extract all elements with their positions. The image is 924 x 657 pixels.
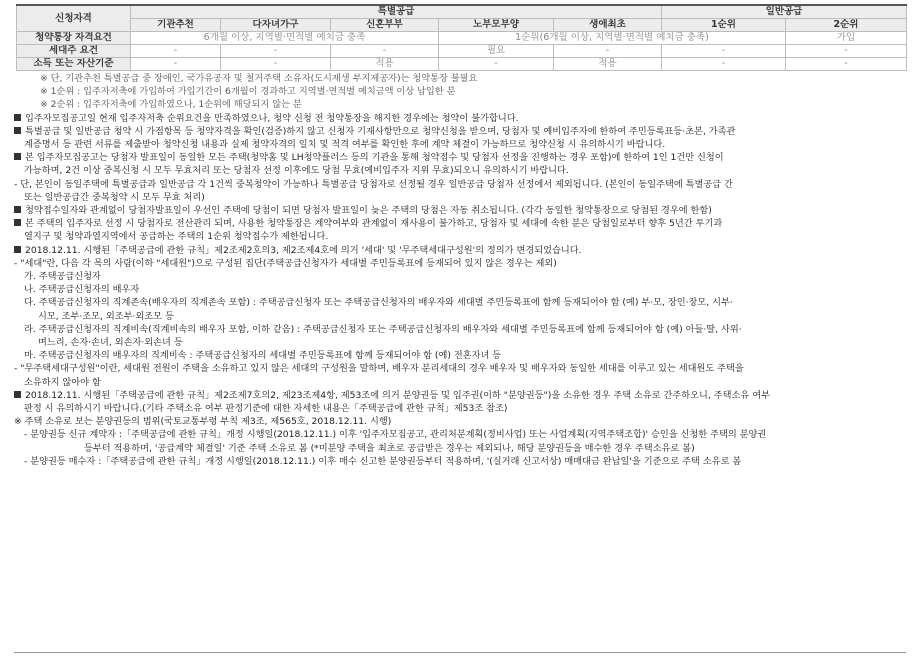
col-first-time: 생애최초 — [554, 19, 662, 32]
table-cell: - — [786, 58, 907, 71]
square-bullet-icon — [14, 206, 21, 213]
note-line: 소유하지 않아야 함 — [24, 376, 101, 388]
header-qualification: 신청자격 — [17, 5, 131, 32]
note-line: 열지구 및 청약과열지역에서 공급하는 주택의 1순위 청약접수가 제한됩니다. — [24, 231, 329, 243]
bullet-text: 입주자모집공고일 현재 입주자저축 순위요건을 만족하였으나, 청약 신청 전 청약통장을 해지한 경우에는 청약이 불가합니다. — [25, 112, 519, 124]
square-bullet-icon — [14, 219, 21, 226]
note-line: ※ 1순위 : 입주자저축에 가입하여 가입기간이 6개월이 경과하고 지역별·면적별 예치금액 이상 납입한 분 — [40, 86, 456, 98]
header-special-supply: 특별공급 — [131, 5, 662, 19]
col-rank1: 1순위 — [662, 19, 786, 32]
note-line: 가능하며, 2건 이상 중복신청 시 모두 무효처리 또는 당첨자 선정 이후에도 당첨 무효(예비입주자 지위 무효)되오니 유의하시기 바랍니다. — [24, 165, 569, 177]
row-label: 청약통장 자격요건 — [17, 32, 131, 45]
col-newlywed: 신혼부부 — [331, 19, 439, 32]
col-multichild: 다자녀가구 — [221, 19, 331, 32]
notice-body — [14, 72, 906, 468]
note-line: 라. 주택공급신청자의 직계비속(직계비속의 배우자 포함, 이하 같음) : 주택공급신청자 또는 주택공급신청자의 배우자와 세대별 주민등록표에 함께 등재되어야 함 (예) 아들·딸, 사위· — [24, 323, 742, 335]
square-bullet-icon — [14, 114, 21, 121]
table-cell: 필요 — [439, 45, 554, 58]
table-cell: 적용 — [554, 58, 662, 71]
bullet-line — [14, 204, 906, 217]
note-line: ※ 2순위 : 입주자저축에 가입하였으나, 1순위에 해당되지 않는 분 — [40, 99, 302, 111]
bullet-line — [14, 125, 906, 138]
row-label: 소득 또는 자산기준 — [17, 58, 131, 71]
table-cell: 가입 — [786, 32, 907, 45]
note-line: ※ 단, 기관추천 특별공급 중 장애인, 국가유공자 및 철거주택 소유자(도시재생 부지제공자)는 청약통장 불필요 — [40, 73, 478, 84]
table-row — [17, 32, 907, 45]
note-line: - "무주택세대구성원"이란, 세대원 전원이 주택을 소유하고 있지 않은 세대의 구성원을 말하며, 배우자 분리세대의 경우 배우자 및 배우자와 동일한 세대를 이루고 있는 세대원도 주택을 — [14, 363, 744, 375]
note-line: 가. 주택공급신청자 — [24, 271, 101, 283]
qualification-table — [16, 4, 907, 71]
table-cell: - — [662, 45, 786, 58]
note-line: - 분양권등 매수자 :「주택공급에 관한 규칙」개정 시행일(2018.12.11.) 이후 매수 신고한 분양권등부터 적용하며, '(실거래 신고서상) 매매대금 완납일'을 기준으로 주택 소유로 봄 — [24, 455, 742, 467]
bullet-text: 2018.12.11. 시행된「주택공급에 관한 규칙」제2조제2호의3, 제2조제4호에 의거 '세대' 및 '무주택세대구성원'의 정의가 변경되었습니다. — [25, 244, 582, 256]
bullet-text: 2018.12.11. 시행된「주택공급에 관한 규칙」제2조제7호의2, 제23조제4항, 제53조에 의거 분양권등 및 입주권(이하 "분양권등")을 소유한 경우 주택 소유로 간주하오니, 주택소유 여부 — [25, 389, 770, 401]
square-bullet-icon — [14, 127, 21, 134]
table-cell: - — [221, 58, 331, 71]
bullet-text: 본 주택의 입주자로 선정 시 당첨자로 전산관리 되며, 사용한 청약통장은 계약여부와 관계없이 재사용이 불가하고, 당첨자 및 세대에 속한 분은 당첨일로부터 향후 5년간 투기과 — [25, 218, 723, 230]
bullet-text: 본 입주자모집공고는 당첨자 발표일이 동일한 모든 주택(청약홈 및 LH청약플러스 등의 기관을 통해 청약접수 및 당첨자 선정을 진행하는 경우 포함)에 한하여 1인 1건만 신청이 — [25, 152, 724, 164]
note-line: 다. 주택공급신청자의 직계존속(배우자의 직계존속 포함) : 주택공급신청자 또는 주택공급신청자의 배우자와 세대별 주민등록표에 함께 등재되어야 함 (예) 부·모, 장인·장모, 시부· — [24, 297, 733, 309]
table-cell: - — [331, 45, 439, 58]
table-row — [17, 45, 907, 58]
table-cell: - — [131, 45, 221, 58]
table-cell: 1순위(6개월 이상, 지역별·면적별 예치금 충족) — [439, 32, 786, 45]
note-line: 판정 시 유의하시기 바랍니다.(기타 주택소유 여부 판정기준에 대한 자세한 내용은「주택공급에 관한 규칙」제53조 참조) — [24, 403, 508, 415]
note-line: 등부터 적용하며, '공급계약 체결일' 기준 주택 소유로 봄 (*미분양 주택을 최초로 공급받은 경우는 제외되나, 해당 분양권등을 매수한 경우 주택소유로 봄) — [84, 442, 695, 454]
bullet-line — [14, 151, 906, 164]
table-cell: 6개월 이상, 지역별·면적별 예치금 충족 — [131, 32, 439, 45]
col-institution: 기관추천 — [131, 19, 221, 32]
note-line: ※ 주택 소유로 보는 분양권등의 범위(국토교통부령 부칙 제3조, 제565호, 2018.12.11. 시행) — [14, 416, 392, 428]
table-cell: 적용 — [331, 58, 439, 71]
note-line: 나. 주택공급신청자의 배우자 — [24, 284, 140, 296]
col-elderly-parent: 노부모부양 — [439, 19, 554, 32]
bullet-line — [14, 244, 906, 257]
table-header-row — [17, 5, 907, 19]
bullet-line — [14, 112, 906, 125]
square-bullet-icon — [14, 246, 21, 253]
bullet-line — [14, 389, 906, 402]
header-general-supply: 일반공급 — [662, 5, 907, 19]
note-line: - 단, 본인이 동일주택에 특별공급과 일반공급 각 1건씩 중복청약이 가능하나 특별공급 당첨자로 선정될 경우 일반공급 당첨자 선정에서 제외됩니다. (본인이 동일주택에 특별공급 간 — [14, 178, 733, 190]
bottom-divider — [14, 652, 906, 653]
square-bullet-icon — [14, 153, 21, 160]
bullet-text: 특별공급 및 일반공급 청약 시 가점항목 등 청약자격을 확인(검증)하지 않고 신청자 기재사항만으로 청약신청을 받으며, 당첨자 및 예비입주자에 한하여 주민등록표등·초본, 가족관 — [25, 125, 736, 137]
table-cell: - — [131, 58, 221, 71]
note-line: 시모, 조부·조모, 외조부·외조모 등 — [38, 310, 174, 322]
bullet-line — [14, 217, 906, 230]
note-line: 며느리, 손자·손녀, 외손자·외손녀 등 — [38, 337, 183, 349]
table-cell: - — [786, 45, 907, 58]
row-label: 세대주 요건 — [17, 45, 131, 58]
table-cell: - — [662, 58, 786, 71]
table-cell: - — [554, 45, 662, 58]
square-bullet-icon — [14, 391, 21, 398]
table-row — [17, 58, 907, 71]
col-rank2: 2순위 — [786, 19, 907, 32]
note-line: 또는 일반공급간 중복청약 시 모두 무효 처리) — [24, 191, 205, 203]
table-cell: - — [439, 58, 554, 71]
bullet-text: 청약접수일자와 관계없이 당첨자발표일이 우선인 주택에 당첨이 되면 당첨자 발표일이 늦은 주택의 당첨은 자동 취소됩니다. (각각 동일한 청약통장으로 당첨된 경우에 한함) — [25, 205, 712, 217]
table-subheader-row — [17, 19, 907, 32]
note-line: 계증명서 등 관련 서류를 제출받아 청약신청 내용과 실제 청약자격의 일치 및 적격 여부를 확인한 후에 계약 체결이 가능하므로 청약신청 시 유의하시기 바랍니다. — [24, 139, 666, 151]
note-line: 마. 주택공급신청자의 배우자의 직계비속 : 주택공급신청자의 세대별 주민등록표에 함께 등재되어야 함 (예) 전혼자녀 등 — [24, 350, 502, 362]
note-line: - "세대"란, 다음 각 목의 사람(이하 "세대원")으로 구성된 집단(주택공급신청자가 세대별 주민등록표에 등재되어 있지 않은 경우는 제외) — [14, 257, 557, 269]
table-cell: - — [221, 45, 331, 58]
note-line: - 분양권등 신규 계약자 :「주택공급에 관한 규칙」개정 시행일(2018.12.11.) 이후 '입주자모집공고, 관리처분계획(정비사업) 또는 사업계획(지역주택조합)' 승인을 신청한 주택의 분양권 — [24, 429, 767, 441]
